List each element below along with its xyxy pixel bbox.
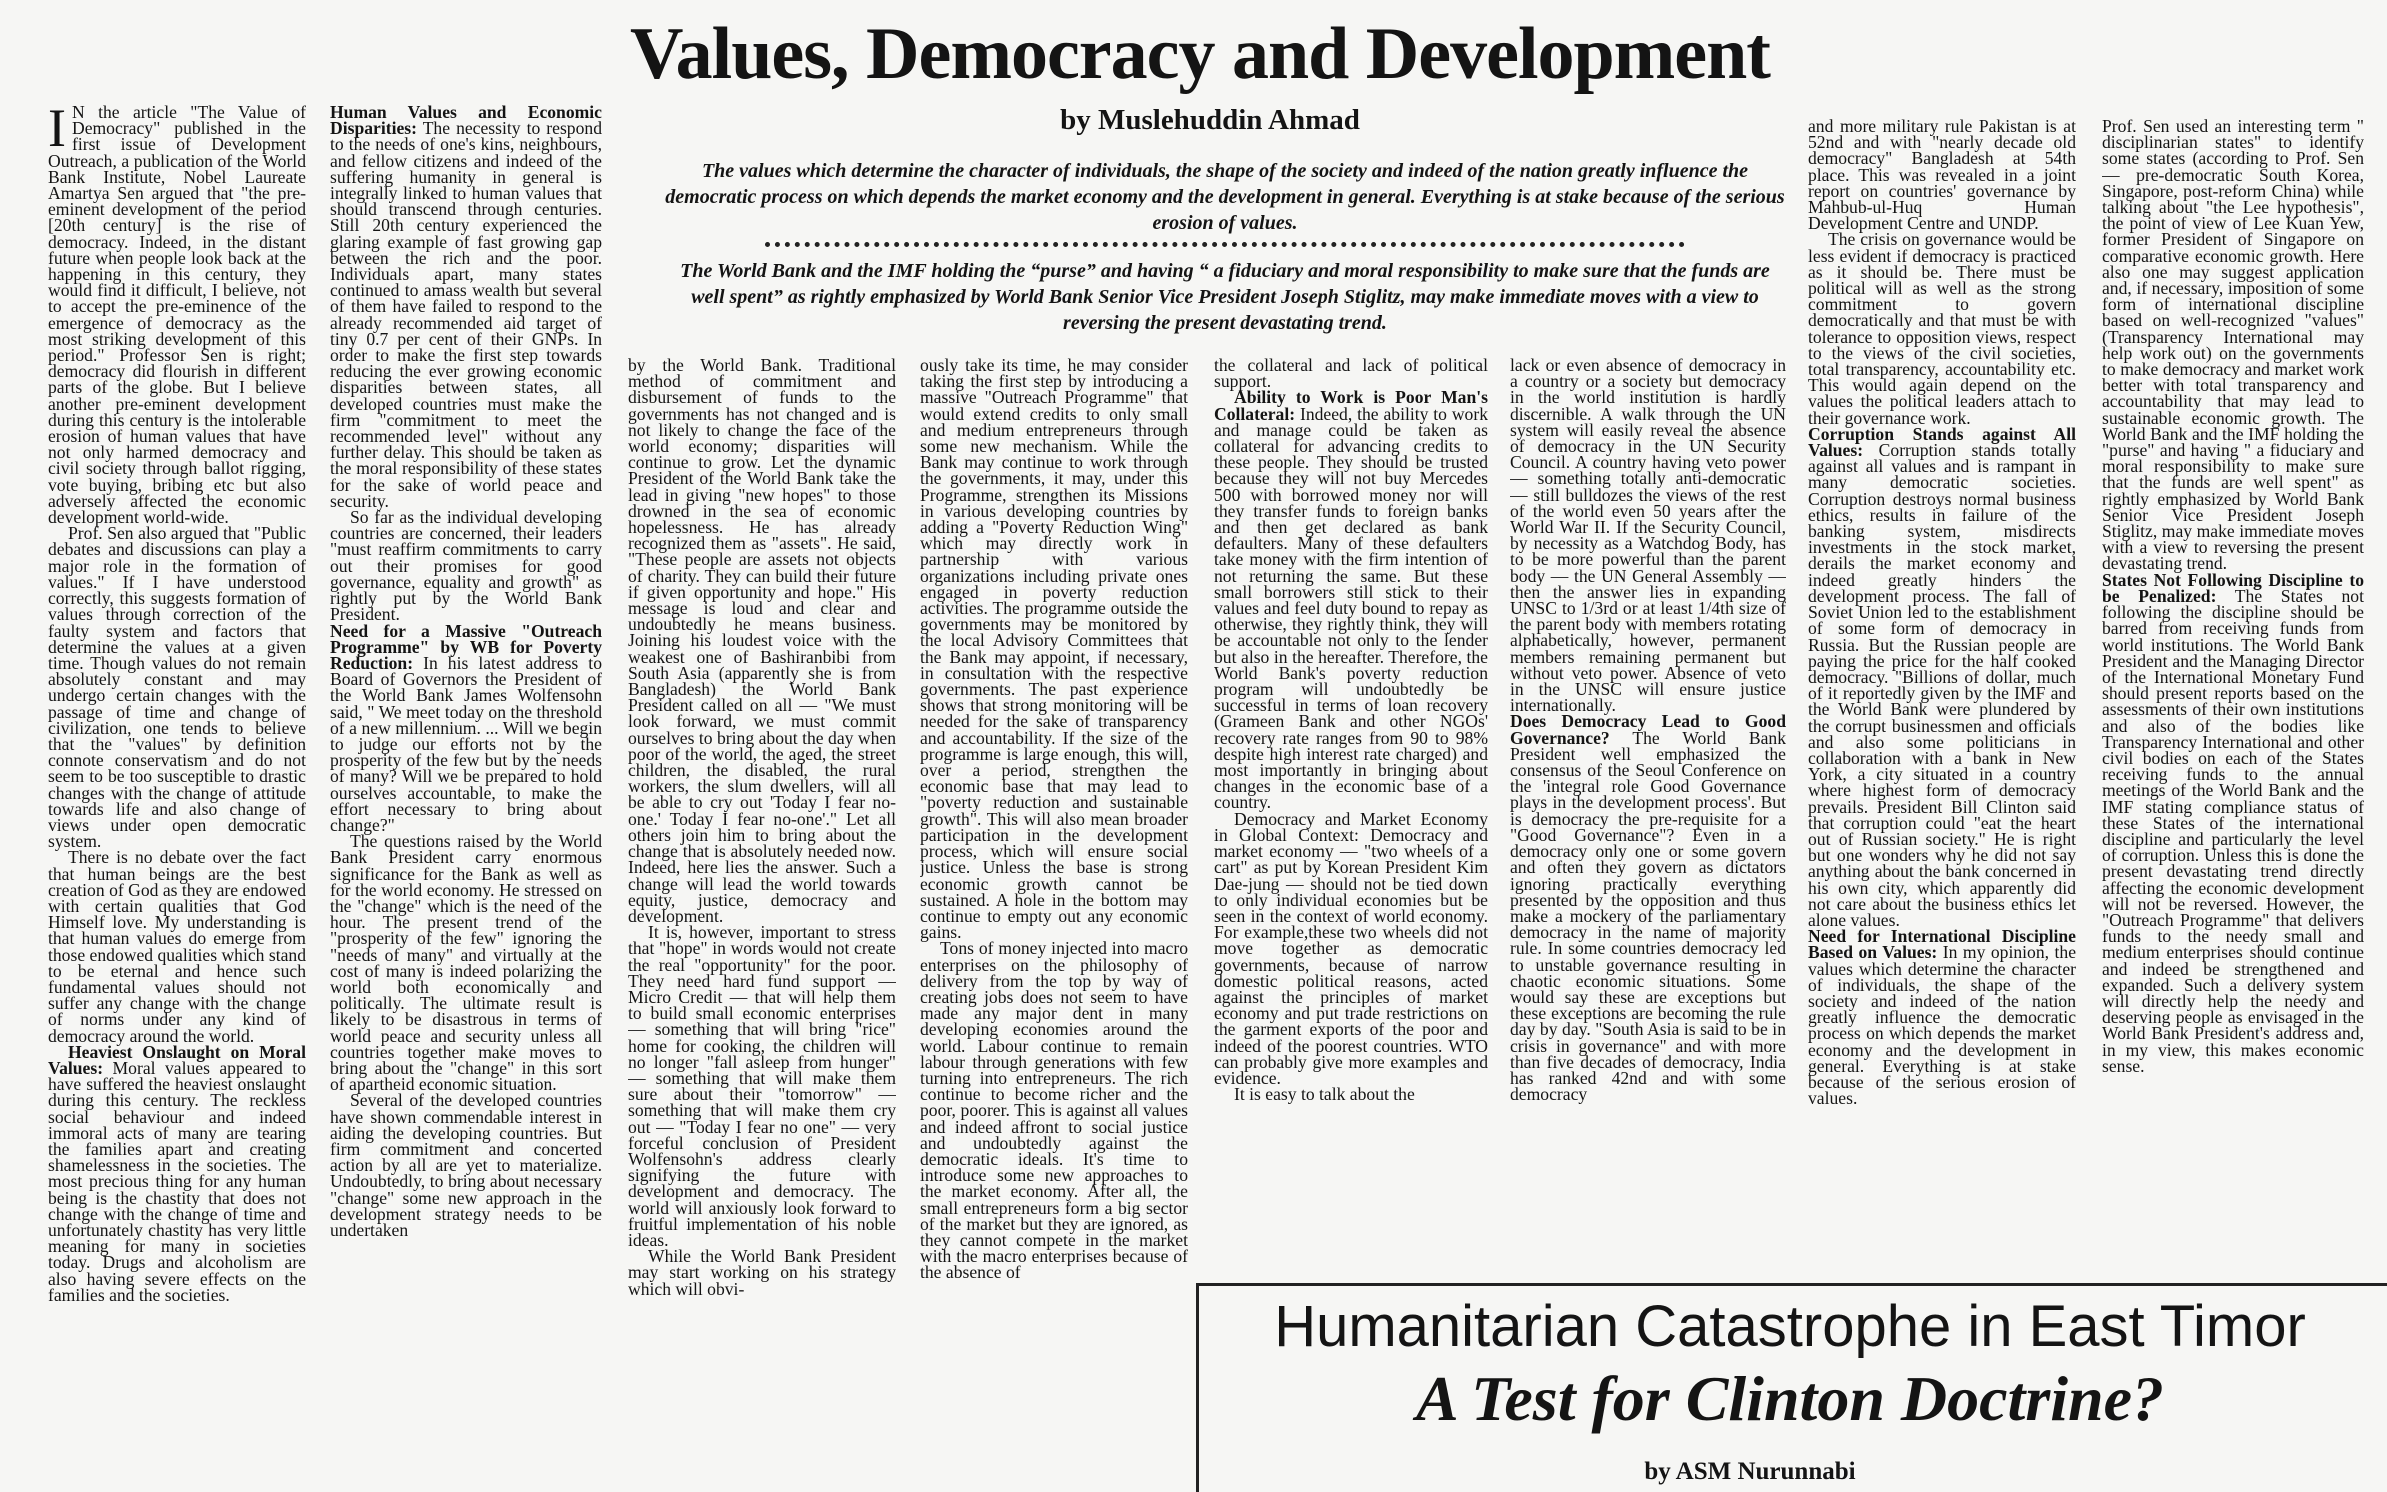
drop-cap: I: [48, 104, 66, 158]
subheading: Need for a Massive "Outreach Programme" by WB for Poverty Reduction:: [330, 620, 602, 673]
second-article-subheadline: A Test for Clinton Doctrine?: [1416, 1363, 2164, 1434]
paragraph: [330, 620, 602, 835]
paragraph: [1510, 711, 1786, 1105]
paragraph: The crisis on governance would be less evident if democracy is practiced as it should be. There must be political will as well as the strong commitment to govern democratically and that must be with tolerance to opposition views, respect to the views of the civil societies, total transparency, accountability etc. This would again depend on the values the political leaders attach to their governance work.: [1808, 229, 2076, 428]
paragraph: [1808, 423, 2076, 930]
paragraph: by the World Bank. Traditional method of commitment and disbursement of funds to the governments has not changed and is not likely to change the face of the world economy; disparities will continue to grow. Let the dynamic President of the World Bank take the lead in giving "new hopes" to those drowned in the sea of economic hopelessness. He has already recognized them as "assets". He said, "These people are assets not objects of charity. They can build their future if given opportunity and hope." His message is loud and clear and undoubtedly he means business. Joining his loudest voice with the weakest one of Bashiranbibi from South Asia (apparently she is from Bangladesh) the World Bank President called on all — "We must look forward, we must commit ourselves to bring about the day when poor of the world, the aged, the street children, the disabled, the rural workers, the slum dwellers, will all be able to cry out 'Today I fear no-one.' Today I fear no-one'." Let all others join him to bring about the change that is absolutely needed now. Indeed, here lies the answer. Such a change will lead the world towards equity, justice, democracy and development.: [628, 357, 896, 926]
paragraph: Prof. Sen used an interesting term " disciplinarian states" to identify some states (according to Prof. Sen — pre-democratic South Korea, Singapore, post-reform China) while talking about "the Lee hypothesis", the point of view of Lee Kuan Yew, former President of Singapore on comparative economic growth. Here also one may suggest application and, if necessary, imposition of some form of international discipline based on well-recognized "values" (Transparency International may help work out) on the governments to make democracy and market work better with total transparency and accountability that may lead to sustainable economic growth. The World Bank and the IMF holding the "purse" and having " a fiduciary and moral responsibility to make sure that the funds are well spent" as rightly emphasized by World Bank Senior Vice President Joseph Stiglitz, may make immediate moves with a view to reversing the present devastating trend.: [2102, 118, 2364, 574]
paragraph: ously take its time, he may consider taking the first step by introducing a massive "Outreach Programme" that would extend credits to only small and medium entrepreneurs through some new mechanism. While the Bank may continue to work through the governments, it may, under this Programme, strengthen its Missions in various developing countries by adding a "Poverty Reduction Wing" which may directly work in partnership with various organizations including private ones engaged in poverty reduction activities. The programme outside the governments may be monitored by the local Advisory Committees that the Bank may appoint, if necessary, in consultation with the respective governments. The past experience shows that strong monitoring will be needed for the sake of transparency and accountability. If the size of the programme is large enough, this will, over a period, strengthen the economic base that may lead to "poverty reduction and sustainable growth". This will also mean broader participation in the development process, which will ensure social justice. Unless the base is strong economic growth cannot be sustained. A hole in the bottom may continue to empty out any economic gains.: [920, 357, 1188, 943]
second-article-byline: by ASM Nurunnabi: [1644, 1458, 1856, 1485]
subheading: Does Democracy Lead to Good Governance?: [1510, 711, 1786, 748]
subheading: Ability to Work is Poor Man's Collateral:: [1214, 387, 1488, 424]
paragraph: It is, however, important to stress that "hope" in words would not create the real "opportunity" for the poor. They need hard fund support — Micro Credit — that will help them to build small economic enterprises — something that will bring "rice" home for cooking, the children will no longer "fall asleep from hunger" — something that will make them sure about their "tomorrow" — something that will make them cry out — "Today I fear no one" — very forceful conclusion of President Wolfensohn's address clearly signifying the future with development and democracy. The world will anxiously look forward to fruitful implementation of his noble ideas.: [628, 922, 896, 1250]
paragraph: the collateral and lack of political support.: [1214, 357, 1488, 392]
paragraph: Tons of money injected into macro enterprises on the philosophy of delivery from the top by way of creating jobs does not seem to have made any major dent in many developing economies around the world. Labour continue to remain labour through generations with few turning into entrepreneurs. The rich continue to become richer and the poor, poorer. This is against all values and indeed affront to social justice and undoubtedly against the democratic ideals. It's time to introduce some new approaches to the market economy. After all, the small entrepreneurs form a big sector of the market but they are ignored, as they cannot compete in the market with the macro enterprises because of the absence of: [920, 938, 1188, 1283]
column-5: [1214, 357, 1488, 1277]
column-7: [1808, 118, 2076, 1278]
subheading: Human Values and Economic Disparities:: [330, 104, 602, 139]
second-article-headline: Humanitarian Catastrophe in East Timor: [1274, 1294, 2306, 1359]
paragraph-text: In his latest address to Board of Governors the President of the World Bank James Wolfensohn said, " We meet today on the threshold of a new millennium. ... Will we begin to judge our efforts not by the prosperity of the few but by the needs of many? Will we be prepared to hold ourselves accountable, to make the effort necessary to bring about change?": [330, 652, 602, 835]
paragraph-text: Indeed, the ability to work and manage could be taken as collateral for advancing credits to these people. They should be trusted because they will not buy Mercedes 500 with borrowed money nor will they transfer funds to foreign banks and then get declared as bank defaulters. Many of these defaulters take money with the firm intention of not returning the same. But these small borrowers still stick to their values and feel duty bound to repay as otherwise, they rightly think, they will be accountable not only to the lender but also in the hereafter. Therefore, the World Bank's poverty reduction program will undoubtedly be successful in terms of loan recovery (Grameen Bank and other NGOs' recovery rate ranges from 90 to 98% despite high interest rate charged) and most importantly in bringing about changes in the economic base of a country.: [1214, 403, 1488, 813]
subheading: States Not Following Discipline to be Penalized:: [2102, 569, 2364, 606]
column-8: [2102, 118, 2364, 1278]
paragraph: So far as the individual developing countries are concerned, their leaders "must reaffirm commitments to carry out their promises for good governance, equality and growth" as rightly put by the World Bank President.: [330, 507, 602, 625]
article-headline: Values, Democracy and Development: [630, 13, 1770, 95]
paragraph: [1808, 926, 2076, 1109]
paragraph: It is easy to talk about the: [1234, 1084, 1415, 1105]
paragraph: Prof. Sen also argued that "Public debates and discussions can play a major role in the formation of values." If I have understood correctly, this suggests formation of values through correction of the faulty system and factors that determine the values at a given time. Though values do not remain absolutely constant and may undergo certain changes with the passage of time and change of civilization, one tends to believe that the "values" by definition connote conservatism and do not seem to be too susceptible to drastic changes with the change of attitude towards life and also change of views under open democratic system.: [48, 523, 306, 852]
subheading: Corruption Stands against All Values:: [1808, 423, 2076, 461]
paragraph-text: The World Bank President well emphasized the consensus of the Seoul Conference on the 'integral role Good Governance plays in the development process'. But is democracy the pre-requisite for a "Good Governance"? Even in a democracy only one or some govern and often they govern as dictators ignoring practically everything presented by the opposition and thus make a mockery of the parliamentary democracy in the name of majority rule. In some countries democracy led to unstable governance resulting in chaotic economic situations. Some would say these are exceptions but these exceptions are becoming the rule day by day. "South Asia is said to be in crisis in governance" and with more than five decades of democracy, India has ranked 42nd and with some democracy: [1510, 727, 1786, 1105]
article-byline: by Muslehuddin Ahmad: [1060, 104, 1360, 136]
paragraph: [1214, 387, 1488, 813]
dotted-divider: [765, 242, 1685, 247]
article-deck-pullquote: The World Bank and the IMF holding the “purse” and having “ a fiduciary and moral responsibility to make sure that the funds are well spent” as rightly emphasized by World Bank Senior Vice President Joseph Stiglitz, may make immediate moves with a view to reversing the present devastating trend.: [680, 260, 1770, 334]
paragraph: [48, 1041, 306, 1305]
subheading: Heaviest Onslaught on Moral Values:: [48, 1041, 306, 1078]
paragraph-text: N the article "The Value of Democracy" published in the first issue of Development Outreach, a publication of the World Bank Institute, Nobel Laureate Amartya Sen argued that "the pre-eminent development of the period [20th century] is the rise of democracy. Indeed, in the distant future when people look back at the happening in this century, they would find it difficult, I believe, not to accept the pre-eminence of the emergence of democracy as the most striking development of this period." Professor Sen is right; democracy did flourish in different parts of the globe. But I believe another pre-eminent development during this century is the intolerable erosion of human values that have not only harmed democracy and civil society through ballot rigging, vote buying, bribing etc but also adversely affected the economic development world-wide.: [48, 104, 306, 528]
paragraph: [2102, 569, 2364, 1076]
paragraph: Several of the developed countries have shown commendable interest in aiding the developing countries. But firm commitment and concerted action by all are yet to materialize. Undoubtedly, to bring about necessary "change" some new approach in the development strategy needs to be undertaken: [330, 1090, 602, 1241]
paragraph-text: The States not following the discipline should be barred from receiving funds from world institutions. The World Bank President and the Managing Director of the International Monetary Fund should present reports based on the assessments of their own institutions and also of the bodies like Transparency International and other civil bodies on each of the States receiving funds to the annual meetings of the World Bank and the IMF stating compliance status of these States of the international discipline and particularly the level of corruption. Unless this is done the present devastating trend directly affecting the economic development will not be reversed. However, the "Outreach Programme" that delivers funds to the needy small and medium enterprises should continue and indeed be strengthened and expanded. Such a delivery system will directly help the needy and deserving people as envisaged in the World Bank President's address and, in my view, this makes economic sense.: [2102, 585, 2364, 1076]
paragraph: lack or even absence of democracy in a country or a society but democracy in the world institution is hardly discernible. A walk through the UN system will easily reveal the absence of democracy in the UN Security Council. A country having veto power — something totally anti-democratic — still bulldozes the views of the rest of the world even 50 years after the World War II. If the Security Council, by necessity as a Watchdog Body, has to be more powerful than the parent body — the UN General Assembly — then the answer lies in expanding UNSC to 1/3rd or at least 1/4th size of the parent body with members rotating alphabetically, however, permanent members remaining permanent but without veto power. Absence of veto in the UNSC will ensure justice internationally.: [1510, 357, 1786, 716]
paragraph-text: Moral values appeared to have suffered the heaviest onslaught during this century. The reckless social behaviour and indeed immoral acts of many are tearing the families apart and creating shamelessness in the societies. The most precious thing for any human being is the chastity that does not change with the change of time and unfortunately chastity has very little meaning for many in societies today. Drugs and alcoholism are also having severe effects on the families and the societies.: [48, 1057, 306, 1305]
paragraph: While the World Bank President may start working on his strategy which will obvi-: [628, 1246, 896, 1299]
paragraph: Democracy and Market Economy in Global Context: Democracy and market economy — "two wheels of a cart" as put by Korean President Kim Dae-jung — should not be tied down to only individual economies but be seen in the context of world economy. For example,these two wheels did not move together as democratic governments, because of narrow domestic political reasons, acted against the principles of market economy and put trade restrictions on the garment exports of the poor and indeed of the poorest countries. WTO can probably give more examples and evidence.: [1214, 808, 1488, 1088]
paragraph: and more military rule Pakistan is at 52nd and with "nearly decade old democracy" Bangladesh at 54th place. This was revealed in a joint report on countries' governance by Mahbub-ul-Huq Human Development Centre and UNDP.: [1808, 118, 2076, 234]
subheading: Need for International Discipline Based on Values:: [1808, 926, 2076, 963]
paragraph: The questions raised by the World Bank President carry enormous significance for the Bank as well as for the world economy. He stressed on the "change" which is the need of the hour. The present trend of the "prosperity of the few" ignoring the "needs of many" and virtually at the cost of many is indeed polarizing the world both economically and politically. The ultimate result is likely to be disastrous in terms of world peace and security unless all countries together make moves to bring about the "change" in this sort of apartheid economic situation.: [330, 831, 602, 1095]
paragraph: There is no debate over the fact that human beings are the best creation of God as they are endowed with certain qualities that God Himself love. My understanding is that human values do emerge from those endowed qualities which stand to be eternal and hence such fundamental values should not suffer any change with the change of norms under any kind of democracy around the world.: [48, 847, 306, 1046]
column-6: [1510, 357, 1786, 1277]
paragraph-text: In my opinion, the values which determine the character of individuals, the shape of the society and indeed of the nation greatly influence the democratic process on which depends the market economy and the development in general. Everything is at stake because of the serious erosion of values.: [1808, 942, 2076, 1109]
paragraph-text: Corruption stands totally against all values and is rampant in many democratic societies. Corruption destroys normal business ethics, results in failure of the banking system, misdirects investments in the stock market, derails the market economy and indeed greatly hinders the development process. The fall of Soviet Union led to the establishment of some form of democracy in Russia. But the Russian people are paying the price for the half cooked democracy. "Billions of dollar, much of it reportedly given by the IMF and the World Bank were plundered by the corrupt businessmen and officials and also some politicians in collaboration with a bank in New York, a city situated in a country where highest form of democracy prevails. President Bill Clinton said that corruption could "eat the heart out of Russian society." He is right but one wonders why he did not say anything about the bank concerned in his own city, which apparently did not care about the business ethics let alone values.: [1808, 440, 2076, 930]
column-2: [330, 104, 602, 1474]
column-1: [48, 104, 306, 1474]
article-deck-summary: The values which determine the character of individuals, the shape of the society and indeed of the nation greatly influence the democratic process on which depends the market economy and the development in general. Everything is at stake because of the serious erosion of values.: [665, 160, 1785, 234]
column-3: [628, 357, 896, 1474]
paragraph-text: The necessity to respond to the needs of one's kins, neighbours, and fellow citizens and indeed of the suffering humanity in general is integrally linked to human values that should transcend through centuries. Still 20th century experienced the glaring example of fast growing gap between the rich and the poor. Individuals apart, many states continued to amass wealth but several of them have failed to respond to the already recommended aid target of tiny 0.7 per cent of their GNPs. In order to make the first step towards reducing the ever growing economic disparities between states, all developed countries must make the firm "commitment to meet the recommended level" without any further delay. This should be taken as the moral responsibility of these states for the sake of world peace and security.: [330, 118, 602, 511]
paragraph: [330, 104, 602, 509]
paragraph: [48, 104, 306, 528]
column-4: [920, 357, 1188, 1474]
